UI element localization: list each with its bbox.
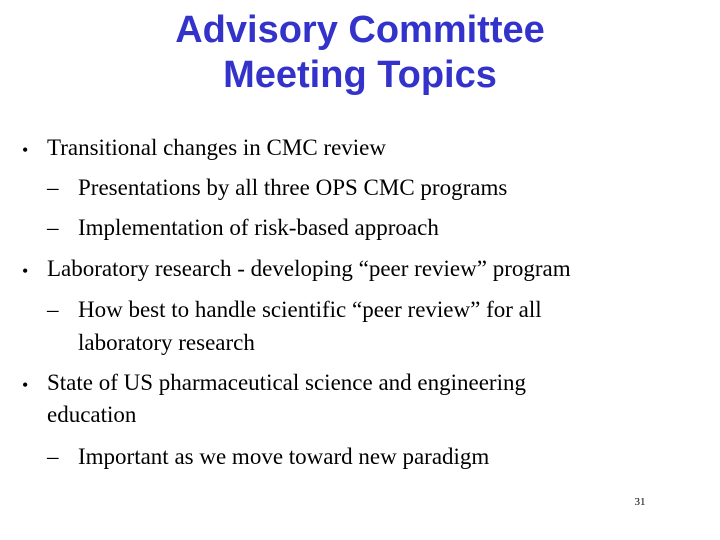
sub-bullet-3-1-text: Important as we move toward new paradigm xyxy=(78,444,490,469)
bullet-marker-1: • xyxy=(22,140,29,160)
sub-bullet-marker-1-1: – xyxy=(47,175,59,200)
sub-bullet-marker-3-1: – xyxy=(47,444,59,469)
bullet-marker-2: • xyxy=(22,261,29,281)
page-number: 31 xyxy=(634,496,646,508)
sub-bullet-2-1-text-line-1: How best to handle scientific “peer review” for all xyxy=(78,297,542,322)
bullet-marker-3: • xyxy=(22,375,29,395)
bullet-2-text: Laboratory research - developing “peer review” program xyxy=(47,256,571,281)
bullet-1-text: Transitional changes in CMC review xyxy=(47,135,387,160)
sub-bullet-1-1-text: Presentations by all three OPS CMC programs xyxy=(78,175,508,200)
slide-title-line-2: Meeting Topics xyxy=(223,54,497,96)
sub-bullet-2-1-text-line-2: laboratory research xyxy=(78,330,255,355)
slide-title-line-1: Advisory Committee xyxy=(175,9,545,51)
sub-bullet-marker-2-1: – xyxy=(47,297,59,322)
sub-bullet-1-2-text: Implementation of risk-based approach xyxy=(78,215,439,240)
bullet-3-text-line-2: education xyxy=(47,402,137,427)
bullet-3-text-line-1: State of US pharmaceutical science and engineering xyxy=(47,370,526,395)
sub-bullet-marker-1-2: – xyxy=(47,215,59,240)
